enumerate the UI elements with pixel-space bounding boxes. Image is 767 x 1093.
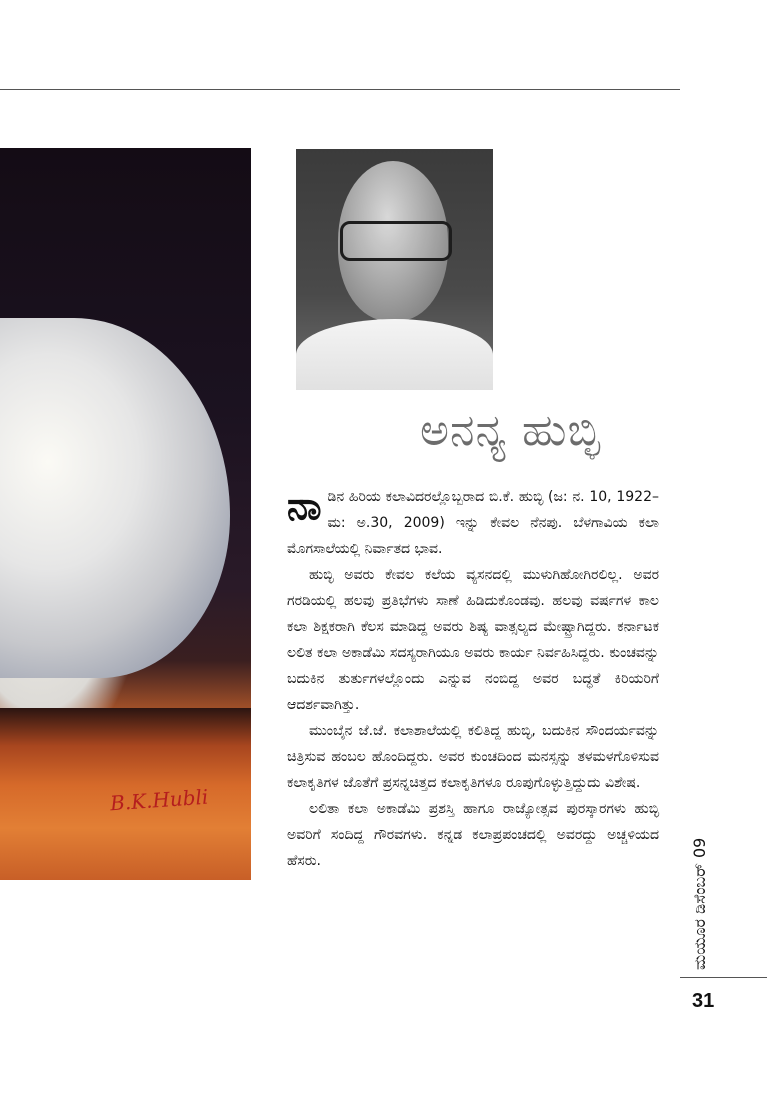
portrait-shirt — [296, 319, 493, 390]
painting-highlight — [0, 318, 230, 678]
drop-cap: ನಾ — [287, 484, 322, 528]
painting-image — [0, 148, 251, 880]
artist-portrait — [296, 149, 493, 390]
painting-signature: B.K.Hubli — [109, 784, 209, 816]
paragraph-4: ಲಲಿತಾ ಕಲಾ ಅಕಾಡೆಮಿ ಪ್ರಶಸ್ತಿ ಹಾಗೂ ರಾಜ್ಯೋತ್ಸವ ಪುರಸ್ಕಾರಗಳು ಹುಬ್ಳಿ ಅವರಿಗೆ ಸಂದಿದ್ದ ಗೌರವಗಳು. ಕನ್ನಡ ಕಲಾಪ್ರಪಂಚದಲ್ಲಿ ಅವರದ್ದು ಅಚ್ಚಳಿಯದ ಹೆಸರು. — [287, 801, 659, 869]
portrait-glasses — [340, 221, 452, 261]
page-number: 31 — [692, 990, 715, 1012]
article-body — [287, 484, 659, 874]
paragraph-1-text: ಡಿನ ಹಿರಿಯ ಕಲಾವಿದರಲ್ಲೊಬ್ಬರಾದ ಬಿ.ಕೆ. ಹುಬ್ಳಿ (ಜ: ನ. 10, 1922– ಮ: ಅ.30, 2009) ಇನ್ನು ಕೇವಲ ನೆನಪು. ಬೆಳಗಾವಿಯ ಕಲಾ ಮೊಗಸಾಲೆಯಲ್ಲಿ ನಿರ್ವಾತದ ಭಾವ. — [287, 489, 659, 557]
article-title: ಅನನ್ಯ ಹುಬ್ಳಿ — [420, 405, 601, 456]
side-rule — [680, 977, 767, 978]
top-rule — [0, 89, 680, 90]
paragraph-3: ಮುಂಬೈನ ಜೆ.ಜೆ. ಕಲಾಶಾಲೆಯಲ್ಲಿ ಕಲಿತಿದ್ದ ಹುಬ್ಳಿ, ಬದುಕಿನ ಸೌಂದರ್ಯವನ್ನು ಚಿತ್ರಿಸುವ ಹಂಬಲ ಹೊಂದಿದ್ದರು. ಅವರ ಕುಂಚದಿಂದ ಮನಸ್ಸನ್ನು ತಳಮಳಗೊಳಿಸುವ ಕಲಾಕೃತಿಗಳ ಜೊತೆಗೆ ಪ್ರಸನ್ನಚಿತ್ತದ ಕಲಾಕೃತಿಗಳೂ ರೂಪುಗೊಳ್ಳುತ್ತಿದ್ದುದು ವಿಶೇಷ. — [287, 723, 659, 791]
paragraph-2: ಹುಬ್ಳಿ ಅವರು ಕೇವಲ ಕಲೆಯ ವ್ಯಸನದಲ್ಲಿ ಮುಳುಗಿಹೋಗಿರಲಿಲ್ಲ. ಅವರ ಗರಡಿಯಲ್ಲಿ ಹಲವು ಪ್ರತಿಭೆಗಳು ಸಾಣೆ ಹಿಡಿದುಕೊಂಡವು. ಹಲವು ವರ್ಷಗಳ ಕಾಲ ಕಲಾ ಶಿಕ್ಷಕರಾಗಿ ಕೆಲಸ ಮಾಡಿದ್ದ ಅವರು ಶಿಷ್ಯ ವಾತ್ಸಲ್ಯದ ಮೇಷ್ಟ್ರಾಗಿದ್ದರು. ಕರ್ನಾಟಕ ಲಲಿತ ಕಲಾ ಅಕಾಡೆಮಿ ಸದಸ್ಯರಾಗಿಯೂ ಅವರು ಕಾರ್ಯ ನಿರ್ವಹಿಸಿದ್ದರು. ಕುಂಚವನ್ನು ಬದುಕಿನ ತುರ್ತುಗಳಲ್ಲೊಂದು ಎನ್ನುವ ನಂಬಿದ್ದ ಅವರ ಬದ್ಧತೆ ಕಿರಿಯರಿಗೆ ಆದರ್ಶವಾಗಿತ್ತು. — [287, 567, 659, 713]
paragraph-1 — [287, 484, 659, 562]
magazine-issue-label: ಮಯೂರ ಡಿಸೆಂಬರ್ 09 — [690, 837, 709, 970]
